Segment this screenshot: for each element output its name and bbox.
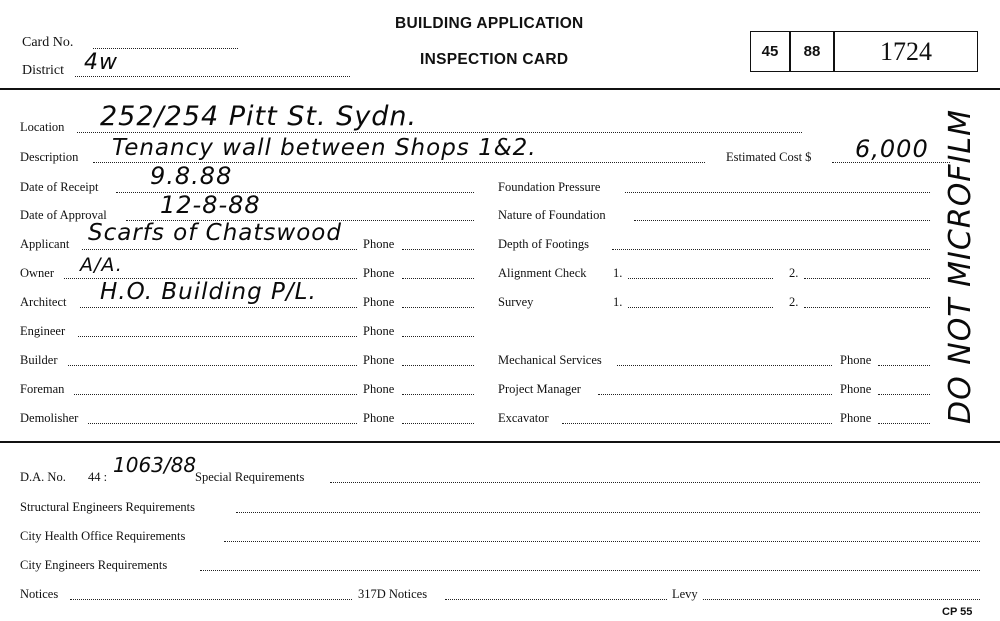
alignment-check-line-2 xyxy=(804,278,930,279)
alignment-check-label: Alignment Check xyxy=(498,266,587,280)
form-code: CP 55 xyxy=(942,606,973,618)
date-of-receipt-label: Date of Receipt xyxy=(20,180,99,194)
survey-line-1 xyxy=(628,307,773,308)
da-no-label: D.A. No. xyxy=(20,470,66,484)
special-requirements-line xyxy=(330,482,980,483)
city-engineers-label: City Engineers Requirements xyxy=(20,558,168,572)
applicant-label: Applicant xyxy=(20,237,70,251)
notices-line xyxy=(70,599,352,600)
mechanical-services-label: Mechanical Services xyxy=(498,353,602,367)
demolisher-phone-label: Phone xyxy=(363,411,395,425)
engineer-phone-label: Phone xyxy=(363,324,395,338)
reference-number-box xyxy=(750,31,978,72)
structural-engineers-label: Structural Engineers Requirements xyxy=(20,500,195,514)
owner-value: A/A. xyxy=(80,254,123,276)
description-label: Description xyxy=(20,150,79,164)
architect-value: H.O. Building P/L. xyxy=(100,279,317,305)
levy-label: Levy xyxy=(672,587,698,601)
builder-phone-label: Phone xyxy=(363,353,395,367)
notices-317d-line xyxy=(445,599,667,600)
architect-line xyxy=(80,307,357,308)
survey-label: Survey xyxy=(498,295,534,309)
city-health-line xyxy=(224,541,980,542)
date-of-approval-value: 12-8-88 xyxy=(160,191,261,219)
foreman-line xyxy=(74,394,357,395)
builder-label: Builder xyxy=(20,353,58,367)
alignment-check-line-1 xyxy=(628,278,773,279)
demolisher-line xyxy=(88,423,357,424)
city-engineers-line xyxy=(200,570,980,571)
engineer-label: Engineer xyxy=(20,324,66,338)
title-line-1: BUILDING APPLICATION xyxy=(395,15,584,32)
ref-cell-1: 45 xyxy=(761,43,779,60)
project-manager-line xyxy=(598,394,832,395)
structural-engineers-line xyxy=(236,512,980,513)
notices-label: Notices xyxy=(20,587,59,601)
excavator-phone-label: Phone xyxy=(840,411,872,425)
survey-num-1: 1. xyxy=(613,295,623,309)
demolisher-phone-line xyxy=(402,423,474,424)
foreman-phone-line xyxy=(402,394,474,395)
special-requirements-label: Special Requirements xyxy=(195,470,305,484)
location-line xyxy=(77,132,802,133)
applicant-phone-line xyxy=(402,249,474,250)
owner-phone-label: Phone xyxy=(363,266,395,280)
do-not-microfilm-note: DO NOT MICROFILM xyxy=(943,108,978,424)
architect-phone-label: Phone xyxy=(363,295,395,309)
owner-label: Owner xyxy=(20,266,55,280)
city-health-label: City Health Office Requirements xyxy=(20,529,186,543)
excavator-line xyxy=(562,423,832,424)
middle-rule xyxy=(0,441,1000,443)
owner-phone-line xyxy=(402,278,474,279)
builder-phone-line xyxy=(402,365,474,366)
notices-317d-label: 317D Notices xyxy=(358,587,428,601)
depth-of-footings-label: Depth of Footings xyxy=(498,237,589,251)
alignment-check-num-2: 2. xyxy=(789,266,799,280)
foundation-pressure-label: Foundation Pressure xyxy=(498,180,601,194)
nature-of-foundation-line xyxy=(634,220,930,221)
location-value: 252/254 Pitt St. Sydn. xyxy=(100,101,418,132)
excavator-label: Excavator xyxy=(498,411,549,425)
project-manager-phone-line xyxy=(878,394,930,395)
depth-of-footings-line xyxy=(612,249,930,250)
card-no-line xyxy=(93,48,238,49)
district-value: 4w xyxy=(84,50,118,75)
survey-num-2: 2. xyxy=(789,295,799,309)
ref-number: 1724 xyxy=(880,36,932,66)
title-line-2: INSPECTION CARD xyxy=(420,51,569,68)
foundation-pressure-line xyxy=(625,192,930,193)
location-label: Location xyxy=(20,120,65,134)
engineer-line xyxy=(78,336,357,337)
foreman-label: Foreman xyxy=(20,382,65,396)
district-line xyxy=(75,76,350,77)
estimated-cost-value: 6,000 xyxy=(855,135,929,163)
engineer-phone-line xyxy=(402,336,474,337)
demolisher-label: Demolisher xyxy=(20,411,79,425)
date-of-approval-label: Date of Approval xyxy=(20,208,107,222)
levy-line xyxy=(703,599,980,600)
ref-cell-2: 88 xyxy=(803,43,821,60)
mechanical-services-phone-label: Phone xyxy=(840,353,872,367)
mechanical-services-phone-line xyxy=(878,365,930,366)
description-value: Tenancy wall between Shops 1&2. xyxy=(112,135,537,161)
da-no-value: 1063/88 xyxy=(113,453,197,477)
excavator-phone-line xyxy=(878,423,930,424)
da-no-prefix: 44 : xyxy=(88,470,108,484)
applicant-value: Scarfs of Chatswood xyxy=(88,220,342,246)
nature-of-foundation-label: Nature of Foundation xyxy=(498,208,606,222)
project-manager-label: Project Manager xyxy=(498,382,581,396)
architect-phone-line xyxy=(402,307,474,308)
foreman-phone-label: Phone xyxy=(363,382,395,396)
district-label: District xyxy=(22,63,64,78)
top-rule xyxy=(0,88,1000,90)
alignment-check-num-1: 1. xyxy=(613,266,623,280)
project-manager-phone-label: Phone xyxy=(840,382,872,396)
estimated-cost-label: Estimated Cost $ xyxy=(726,150,812,164)
card-no-label: Card No. xyxy=(22,35,74,50)
mechanical-services-line xyxy=(617,365,832,366)
applicant-line xyxy=(82,249,357,250)
applicant-phone-label: Phone xyxy=(363,237,395,251)
builder-line xyxy=(68,365,357,366)
survey-line-2 xyxy=(804,307,930,308)
date-of-receipt-value: 9.8.88 xyxy=(150,162,233,190)
architect-label: Architect xyxy=(20,295,67,309)
